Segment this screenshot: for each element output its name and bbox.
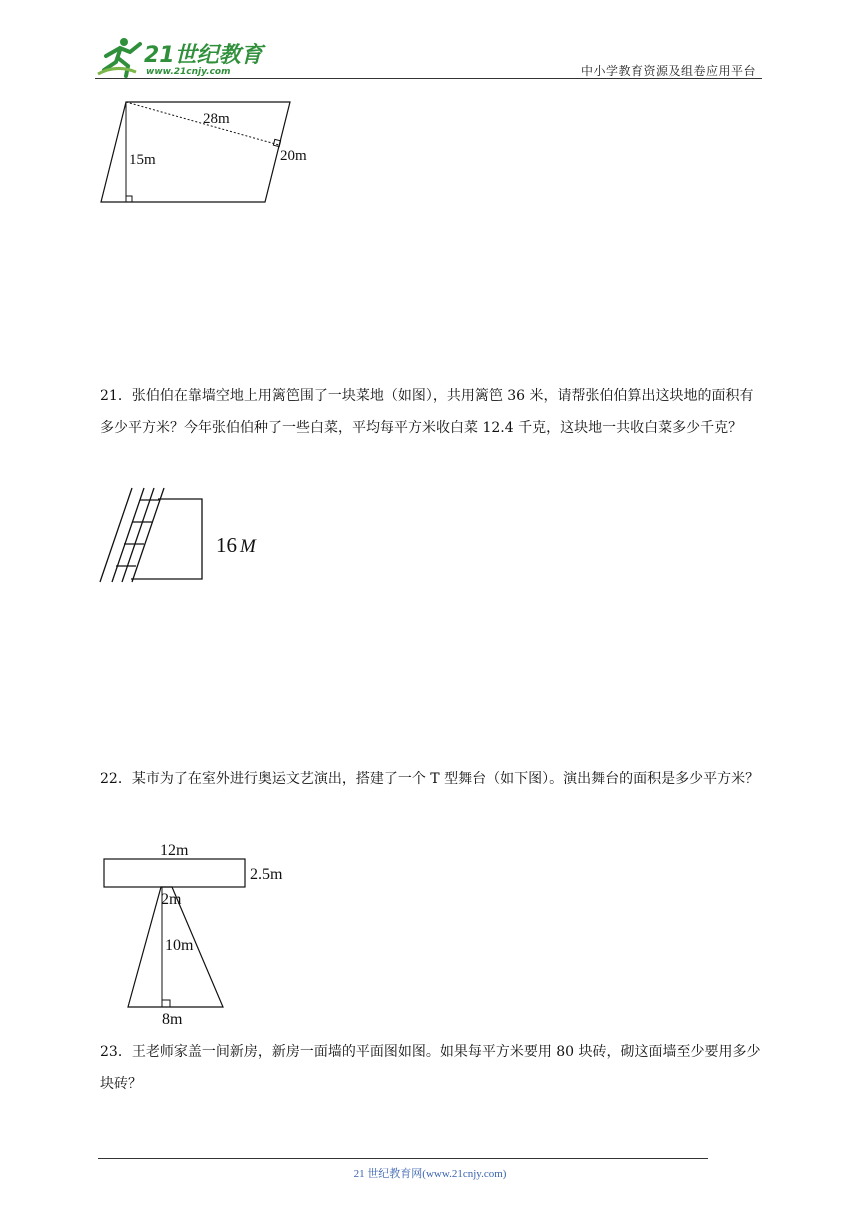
vegetable-plot-figure <box>96 484 276 588</box>
label-trap-height: 10m <box>165 937 194 954</box>
header-divider <box>95 78 762 79</box>
footer-divider <box>98 1158 708 1159</box>
label-side: 20m <box>280 148 307 164</box>
question-number: 22． <box>100 771 132 787</box>
label-16: 16 <box>216 533 237 557</box>
site-logo <box>96 34 266 78</box>
logo-url-text: www.21cnjy.com <box>146 67 231 77</box>
question-number: 21． <box>100 388 132 404</box>
question-23 <box>100 1036 762 1100</box>
question-22 <box>100 763 762 795</box>
label-unit: M <box>240 536 256 557</box>
runner-icon <box>98 38 140 76</box>
question-text: 张伯伯在靠墙空地上用篱笆围了一块菜地（如图），共用篱笆 36 米，请帮张伯伯算出这块地的面积有多少平方米？今年张伯伯种了一些白菜，平均每平方米收白菜 12.4 千克，这块地一共收白菜多少千克？ <box>100 388 754 436</box>
question-21 <box>100 380 762 444</box>
question-text: 某市为了在室外进行奥运文艺演出，搭建了一个 T 型舞台（如下图）。演出舞台的面积是多少平方米？ <box>131 771 760 787</box>
label-diagonal: 28m <box>203 111 230 127</box>
question-number: 23． <box>100 1044 132 1060</box>
label-top-width: 12m <box>160 842 189 859</box>
header-tagline: 中小学教育资源及组卷应用平台 <box>580 64 756 78</box>
label-height: 15m <box>129 152 156 168</box>
wall-ladder <box>100 488 164 582</box>
footer-text: 21 世纪教育网(www.21cnjy.com) <box>353 1168 507 1180</box>
question-text: 王老师家盖一间新房，新房一面墙的平面图如图。如果每平方米要用 80 块砖，砌这面墙至少要用多少块砖？ <box>100 1044 761 1092</box>
t-stage-figure <box>96 836 306 1028</box>
label-top-height: 2.5m <box>250 866 283 883</box>
label-trap-bottom: 8m <box>162 1011 183 1028</box>
label-trap-top: 2m <box>161 891 182 908</box>
parallelogram-figure <box>96 96 326 211</box>
logo-text: 21世纪教育 <box>144 43 263 68</box>
